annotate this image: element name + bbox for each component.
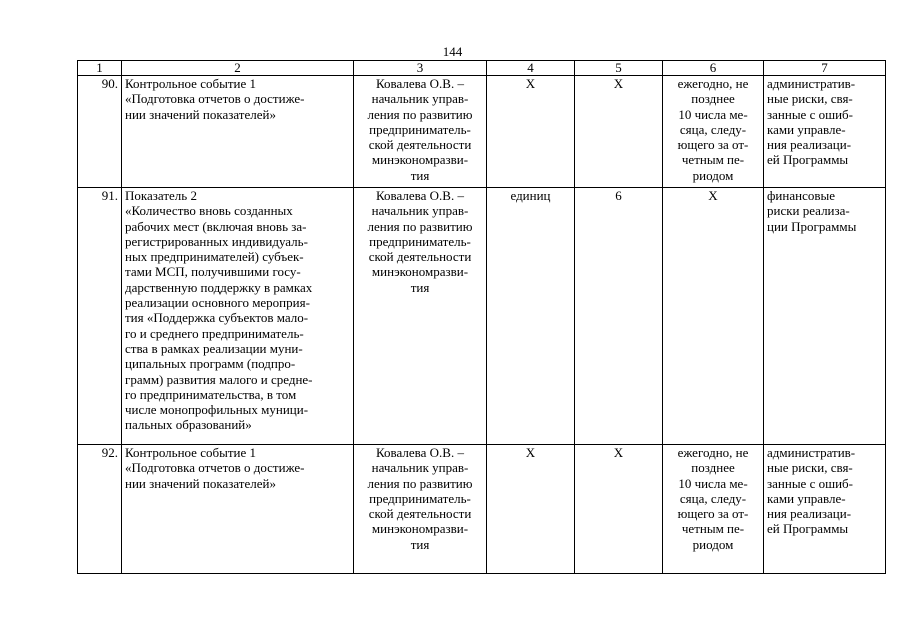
row-number: 90.: [78, 76, 122, 188]
column-header: 4: [487, 61, 575, 76]
column-header: 1: [78, 61, 122, 76]
risk-cell: [764, 76, 886, 188]
value-cell: Х: [575, 76, 663, 188]
text-line: ей Программы: [767, 152, 849, 168]
plan-table: [77, 60, 886, 574]
column-header: 5: [575, 61, 663, 76]
text-line: го предпринимательства, в том: [125, 386, 297, 402]
table-row: [78, 445, 886, 574]
text-line: 10 числа ме-: [678, 475, 748, 491]
text-line: минэкономразви-: [371, 264, 469, 280]
text-line: дарственную поддержку в рамках: [125, 279, 313, 295]
deadline-cell: [663, 76, 764, 188]
value-cell: 6: [575, 188, 663, 445]
text-line: административ-: [767, 76, 856, 91]
text-line: начальник управ-: [371, 91, 469, 107]
text-line: ей Программы: [767, 521, 849, 537]
text-line: ния реализаци-: [767, 137, 852, 153]
text-line: числе монопрофильных муници-: [125, 402, 309, 418]
text-line: грамм) развития малого и средне-: [125, 371, 313, 387]
deadline-cell: [663, 445, 764, 574]
text-line: риодом: [692, 167, 734, 183]
text-line: начальник управ-: [371, 203, 469, 219]
text-line: регистрированных индивидуаль-: [125, 233, 308, 249]
text-line: ской деятельности: [368, 137, 472, 153]
text-line: ками управле-: [767, 490, 846, 506]
text-line: ежегодно, не: [677, 76, 749, 91]
text-line: предприниматель-: [369, 490, 471, 506]
text-line: реализации основного мероприя-: [125, 295, 310, 311]
responsible-cell: [354, 445, 487, 574]
unit-cell: Х: [487, 76, 575, 188]
text-line: нии значений показателей»: [125, 475, 276, 491]
text-line: Ковалева О.В. –: [376, 188, 464, 203]
text-line: ками управле-: [767, 121, 846, 137]
text-line: финансовые: [767, 188, 835, 203]
text-line: риодом: [692, 536, 734, 552]
row-number: 91.: [78, 188, 122, 445]
text-line: ской деятельности: [368, 249, 472, 265]
text-line: Контрольное событие 1: [125, 76, 256, 91]
table-row: [78, 188, 886, 445]
text-line: ния реализаци-: [767, 506, 852, 522]
text-line: предприниматель-: [369, 233, 471, 249]
column-header: 7: [764, 61, 886, 76]
column-header: 2: [122, 61, 354, 76]
text-line: «Подготовка отчетов о достиже-: [125, 91, 305, 107]
text-line: ской деятельности: [368, 506, 472, 522]
text-line: тия: [410, 167, 430, 183]
text-line: пальных образований»: [125, 417, 252, 433]
unit-cell: единиц: [487, 188, 575, 445]
responsible-cell: [354, 76, 487, 188]
text-line: Ковалева О.В. –: [376, 445, 464, 460]
text-line: сяца, следу-: [679, 121, 747, 137]
text-line: ежегодно, не: [677, 445, 749, 460]
event-name-cell: [122, 76, 354, 188]
text-line: начальник управ-: [371, 460, 469, 476]
text-line: «Количество вновь созданных: [125, 203, 293, 219]
risk-cell: [764, 445, 886, 574]
text-line: Х: [708, 188, 718, 203]
text-line: ных предпринимателей) субъек-: [125, 249, 304, 265]
deadline-cell: [663, 188, 764, 445]
column-header: 6: [663, 61, 764, 76]
text-line: ления по развитию: [367, 218, 473, 234]
text-line: предприниматель-: [369, 121, 471, 137]
text-line: ления по развитию: [367, 475, 473, 491]
text-line: ства в рамках реализации муни-: [125, 340, 303, 356]
text-line: рабочих мест (включая вновь за-: [125, 218, 307, 234]
text-line: сяца, следу-: [679, 490, 747, 506]
text-line: ющего за от-: [677, 506, 749, 522]
text-line: го и среднего предприниматель-: [125, 325, 304, 341]
text-line: ные риски, свя-: [767, 460, 853, 476]
text-line: ципальных программ (подпро-: [125, 356, 296, 372]
text-line: ции Программы: [767, 218, 857, 234]
table-header-row: [78, 61, 886, 76]
text-line: риски реализа-: [767, 203, 850, 219]
text-line: Ковалева О.В. –: [376, 76, 464, 91]
value-cell: Х: [575, 445, 663, 574]
unit-cell: Х: [487, 445, 575, 574]
text-line: административ-: [767, 445, 856, 460]
text-line: ления по развитию: [367, 106, 473, 122]
text-line: минэкономразви-: [371, 152, 469, 168]
text-line: занные с ошиб-: [767, 106, 854, 122]
text-line: ющего за от-: [677, 137, 749, 153]
row-number: 92.: [78, 445, 122, 574]
text-line: нии значений показателей»: [125, 106, 276, 122]
text-line: занные с ошиб-: [767, 475, 854, 491]
page-number: 144: [442, 44, 463, 59]
table-row: [78, 76, 886, 188]
indicator-name-cell: [122, 188, 354, 445]
responsible-cell: [354, 188, 487, 445]
text-line: «Подготовка отчетов о достиже-: [125, 460, 305, 476]
text-line: тия: [410, 279, 430, 295]
text-line: Показатель 2: [125, 188, 197, 203]
risk-cell: [764, 188, 886, 445]
text-line: 10 числа ме-: [678, 106, 748, 122]
text-line: четным пе-: [681, 521, 745, 537]
text-line: тами МСП, получившими госу-: [125, 264, 301, 280]
text-line: Контрольное событие 1: [125, 445, 256, 460]
text-line: тия «Поддержка субъектов мало-: [125, 310, 309, 326]
text-line: позднее: [691, 91, 735, 107]
text-line: позднее: [691, 460, 735, 476]
event-name-cell: [122, 445, 354, 574]
text-line: четным пе-: [681, 152, 745, 168]
text-line: тия: [410, 536, 430, 552]
column-header: 3: [354, 61, 487, 76]
text-line: минэкономразви-: [371, 521, 469, 537]
text-line: ные риски, свя-: [767, 91, 853, 107]
